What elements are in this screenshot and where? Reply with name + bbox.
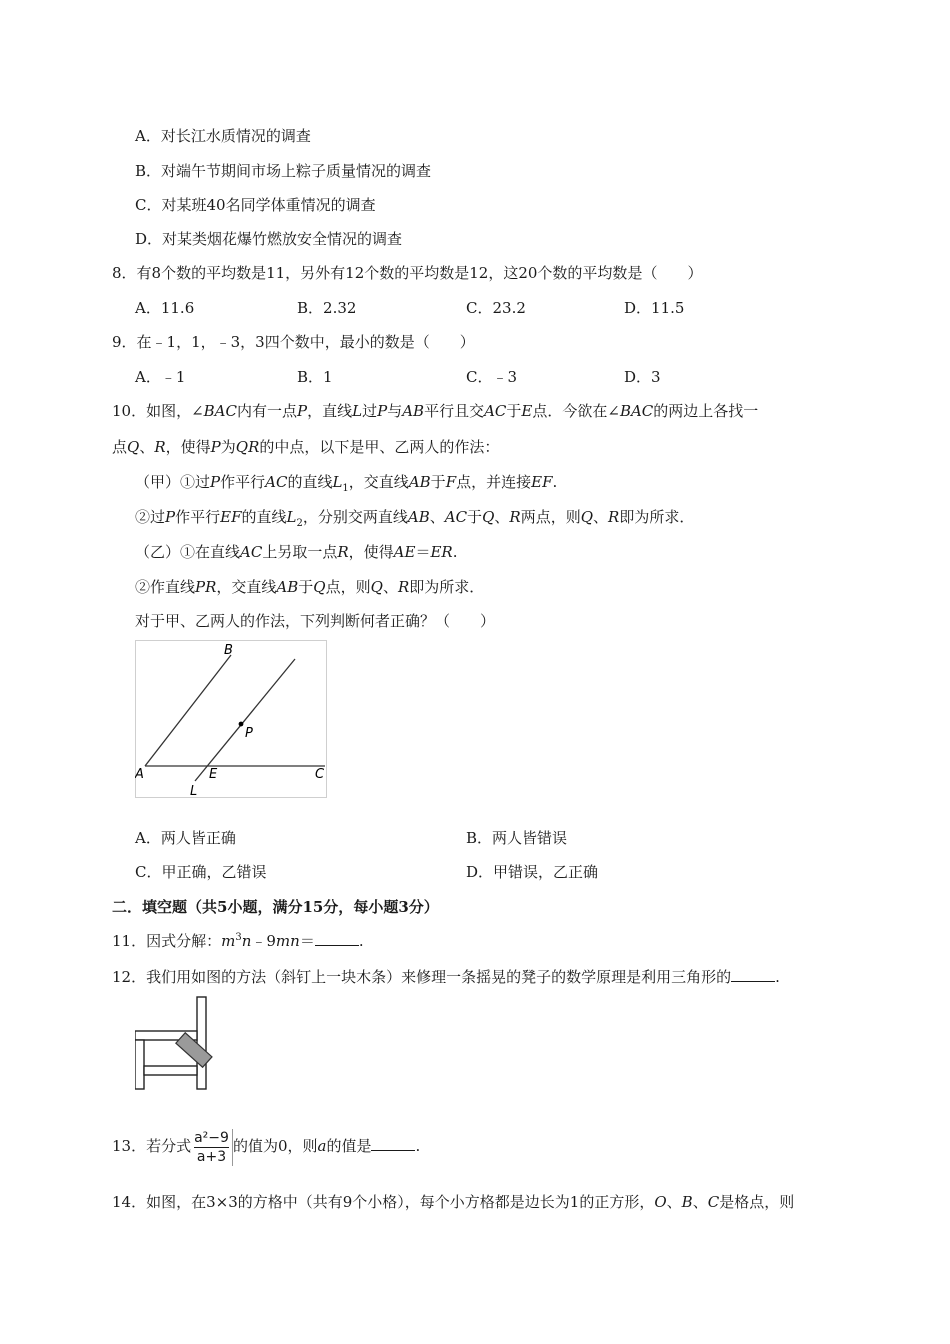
q10-jia-step2: ②过P作平行EF的直线$L_2$，分别交两直线AB、AC于Q、R两点，则Q、R即为所求． [135,508,695,529]
q10-ask: 对于甲、乙两人的作法，下列判断何者正确？（ ） [135,612,496,630]
label-b: B [224,643,233,658]
section-2-heading: 二．填空题（共5小题，满分15分，每小题3分） [112,898,439,916]
label-c: C [315,767,325,782]
q10-option-a: A．两人皆正确 [135,829,236,847]
q9-option-d: D．3 [624,368,661,386]
answer-blank[interactable] [731,967,775,982]
stool-leg-right [197,997,206,1089]
answer-blank[interactable] [315,931,359,946]
q9-option-c: C．﹣3 [466,368,518,386]
q10-option-b: B．两人皆错误 [466,829,568,847]
q9-option-b: B．1 [297,368,333,386]
q10-stem-line2: 点Q、R，使得P为QR的中点，以下是甲、乙两人的作法： [112,438,500,456]
q7-option-d: D．对某类烟花爆竹燃放安全情况的调查 [135,230,403,248]
answer-blank[interactable] [371,1136,415,1151]
label-e: E [209,767,218,782]
q8-option-d: D．11.5 [624,299,685,317]
q7-option-c: C．对某班40名同学体重情况的调查 [135,196,376,214]
label-l: L [190,784,198,798]
q8-stem: 8．有8个数的平均数是11，另外有12个数的平均数是12，这20个数的平均数是（ ） [112,264,703,282]
q10-yi-step1: （乙）①在直线AC上另取一点R，使得AE＝ER. [135,543,458,561]
q10-stem-line1: 10．如图，∠BAC内有一点P，直线L过P与AB平行且交AC于E点．今欲在∠BAC的两边上各找一 [112,402,759,420]
q11: 11．因式分解：$m^3n﹣9mn=$ . [112,932,364,950]
figure-border [136,641,327,798]
q10-yi-step2: ②作直线PR，交直线AB于Q点，则Q、R即为所求． [135,578,485,596]
q8-option-c: C．23.2 [466,299,526,317]
label-p: P [245,726,253,741]
q9-stem: 9．在﹣1，1，﹣3，3四个数中，最小的数是（ ） [112,333,475,351]
q10-option-c: C．甲正确，乙错误 [135,863,267,881]
q8-option-a: A．11.6 [135,299,195,317]
q14: 14．如图，在3×3的方格中（共有9个小格），每个小方格都是边长为1的正方形，O、B、C是格点，则 [112,1193,795,1211]
label-a: A [135,767,144,782]
fraction: $\frac{\text{a²−9}}{a+3}$ [191,1129,233,1166]
q12: 12．我们用如图的方法（斜钉上一块木条）来修理一条摇晃的凳子的数学原理是利用三角形的 . [112,968,780,986]
point-p [239,722,244,727]
q10-option-d: D．甲错误，乙正确 [466,863,599,881]
q7-option-a: A．对长江水质情况的调查 [135,127,311,145]
q13: 13．若分式 $\frac{\text{a²−9}}{a+3}$ 的值为0，则a的值是 . [112,1129,421,1165]
stool-rung [144,1066,197,1075]
q10-geometry-figure [135,640,327,798]
q10-jia-step1: （甲）①过P作平行AC的直线$L_1$，交直线AB于F点，并连接EF. [135,473,558,494]
q7-option-b: B．对端午节期间市场上粽子质量情况的调查 [135,162,432,180]
q9-option-a: A．﹣1 [135,368,186,386]
stool-leg-left [135,1040,144,1089]
q8-option-b: B．2.32 [297,299,357,317]
q12-stool-figure [135,996,213,1090]
